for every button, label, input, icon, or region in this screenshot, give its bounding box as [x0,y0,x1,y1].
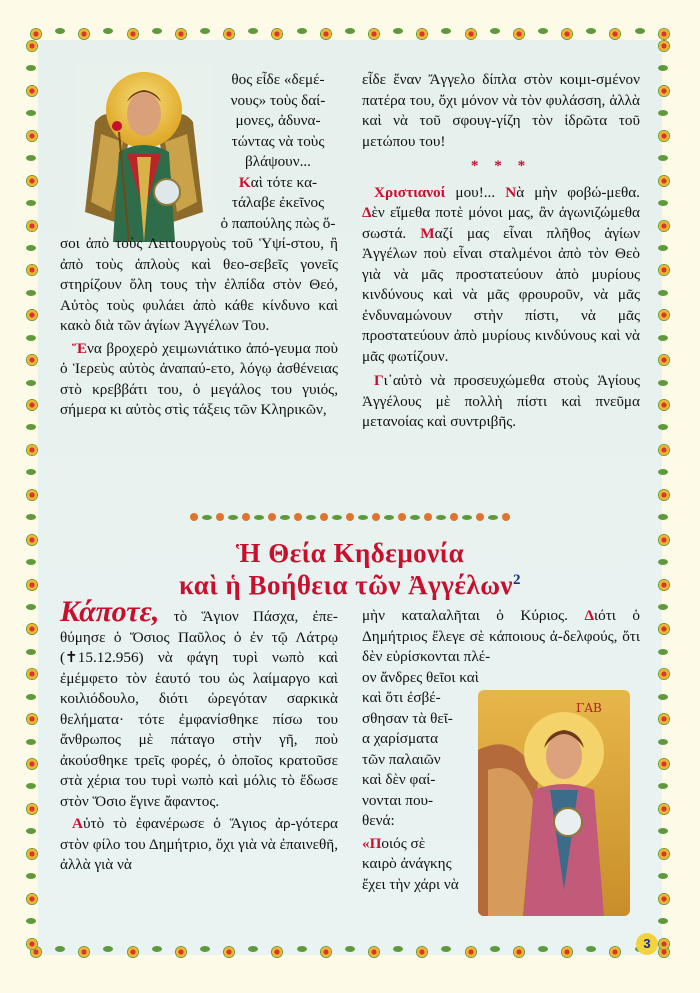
paragraph: εἶδε ἕναν Ἄγγελο δίπλα στὸν κοιμι-σμένον πατέρα του, ὄχι μόνον νὰ τὸν φυλάσση, ἀλλὰ καὶ νὰ τοῦ σφουγ-γίζη τὸν ἱδρῶτα τοῦ μετώπου του! [362,71,640,150]
text-line: τῶν παλαιῶν [362,750,441,768]
text-beside-icon [218,70,338,173]
text-line: τώντας νὰ τοὺς [231,132,325,150]
icon-label: ΓΑΒ [576,701,602,715]
text-line: ὁ παπούλης πὼς ὅ- [220,214,336,232]
floral-border-bottom [30,946,670,964]
section-separator: * * * [470,157,532,174]
text-line: α χαρίσματα [362,730,439,747]
drop-letter: Δ [362,204,372,221]
text-line: οιός σὲ [381,834,426,852]
paragraph-text: αζί μας εἶναι πλῆθος ἁγίων Ἀγγέλων ποὺ εἶναι σταλμένοι ἀπὸ τὸν Θεὸ γιὰ νὰ μᾶς προστατεύουν ἀπὸ μυρίους κινδύνους καὶ νὰ μᾶς φρουροῦν, νὰ μᾶς ἐνδυναμώνουν στὴν πίστι, νὰ μᾶς προστατεύουν ἀπὸ μυρίους κινδύνους καὶ νὰ μᾶς φωτίζουν. [362,224,641,365]
paragraph [60,814,338,876]
paragraph-text: ιότι ὁ Δημήτριος ἔλεγε σὲ κάποιους ἀ-δελφούς, ὅτι δὲν εὑρίσκονται πλέ- [362,607,640,665]
text-line: νονται που- [362,791,434,809]
bottom-right-column [362,606,640,895]
drop-letter: Α [72,815,83,832]
paragraph-text: μὴν καταλαλῆται ὁ Κύριος. [362,607,585,624]
paragraph [362,371,640,433]
text-line: θενά: [362,812,395,829]
drop-letter: Δ [584,607,595,624]
drop-letter: Κ [238,173,251,191]
page-number: 3 [636,933,658,955]
paragraph-text: να βροχερὸ χειμωνιάτικο ἀπό-γευμα ποὺ ὁ Ἱερεὺς αὐτὸς ἀναπαύ-ετο, λόγῳ ἀσθένειας στὸ κρεββάτι του, ὁ μεγάλος του γυιός, σήμερα κι αὐτὸς στὶς τάξεις τῶν Κληρικῶν, [60,339,338,418]
drop-letter: Μ [420,224,435,242]
text-line: νους» τοὺς δαί- [230,91,326,109]
text-line: ἔχει τὴν χάρι νὰ [362,875,459,893]
text-line: θος εἶδε «δεμέ- [231,71,325,88]
floral-border-right [658,40,674,950]
paragraph-text: ὐτὸ τὸ ἐφανέρωσε ὁ Ἅγιος ἀρ-γότερα στὸν φίλο του Δημήτριο, ὄχι γιὰ νὰ ἐπαινεθῆ, ἀλλὰ γιὰ νὰ [60,815,338,873]
text-line: καιρὸ ἀνάγκης [362,855,452,872]
text-line: καὶ ὅτι ἐσβέ- [362,689,441,706]
text-line: βλάψουν... [245,153,311,170]
top-left-column [60,70,338,421]
text-line: σθησαν τὰ θεῖ- [362,709,453,727]
drop-letter: Ν [505,183,517,201]
drop-word: Κάποτε, [60,595,160,628]
floral-border-top [30,28,670,46]
bottom-left-column [60,595,338,876]
text-line: αὶ τότε κα- [250,173,318,191]
paragraph: σοι ἀπὸ τοὺς Λειτουργοὺς τοῦ Ὑψί-στου, ἢ ἀπὸ τοὺς ἁπλοὺς καὶ θεο-σεβεῖς γονεῖς στηρίζουν ὅλη τους τὴν ἐλπίδα στὸν Θεό, Αὐτὸς τοὺς φυλάει ἀπὸ κάθε κίνδυνο καὶ κακὸ διὰ τῶν ἁγίων Ἀγγέλων Του. [60,235,338,334]
paragraph [60,339,338,421]
floral-border-left [26,40,42,950]
paragraph [362,606,640,668]
paragraph-text: ι᾽αὐτὸ νὰ προσευχώμεθα στοὺς Ἁγίους Ἀγγέλους μὲ πολλὴ πίστι καὶ πνεῦμα μετανοίας καὶ συντριβῆς. [362,372,640,430]
paragraph-text: ὰ μὴν φοβώ-μεθα. [516,183,640,201]
text-line: τάλαβε ἐκεῖνος [231,194,325,211]
drop-letter: Γ [374,372,384,389]
paragraph-text: ὲν εἴμεθα ποτὲ μόνοι μας, ἂν ἀγωνιζώμεθα σωστά. [362,204,640,242]
paragraph [60,595,338,812]
floral-divider [190,512,510,522]
text-line: καὶ δὲν φαί- [362,771,436,788]
paragraph-text: μου!... [445,183,506,201]
title-text: καὶ ἡ Βοήθεια τῶν Ἀγγέλων [179,570,513,600]
paragraph [362,183,640,368]
paragraph-narrow-start [218,173,338,235]
footnote-mark: 2 [513,572,521,588]
drop-letter: Ἕ [72,339,88,357]
narrow-text-block [362,668,479,896]
article-title-line1: Ἡ Θεία Κηδεμονία [235,538,465,568]
text-line: μονες, ἀδυνα- [235,112,321,129]
paragraph-text: τὸ Ἅγιον Πάσχα, ἐπε-θύμησε ὁ Ὅσιος Παῦλος ὁ ἐν τῷ Λάτρῳ (✝15.12.956) νὰ φάγη τυρὶ νωπὸ καὶ ἐμέμφετο τὸν ἑαυτό του ὡς λαίμαργο καὶ κοιλιόδουλο, διότι ὠρεγόταν σαρκικὰ θελήματα· τότε ἐμφανίσθηκε πίσω του ἄνθρωπος μὲ πάταγο στὴν γῆ, ποὺ ἀκούσθηκε τρεῖς φορές, ὁ ὁποῖος κρατοῦσε στὰ χέρια του τυρὶ νωπὸ καὶ μόλις τὸ ἔδωσε στὸν Ὅσιο ἔγινε ἄφαντος. [60,608,338,810]
drop-letter: «Π [362,834,382,852]
emphasis-word: Χριστιανοί [374,183,446,201]
top-right-column [362,70,640,433]
text-line: ον ἄνδρες θεῖοι καὶ [362,668,479,686]
